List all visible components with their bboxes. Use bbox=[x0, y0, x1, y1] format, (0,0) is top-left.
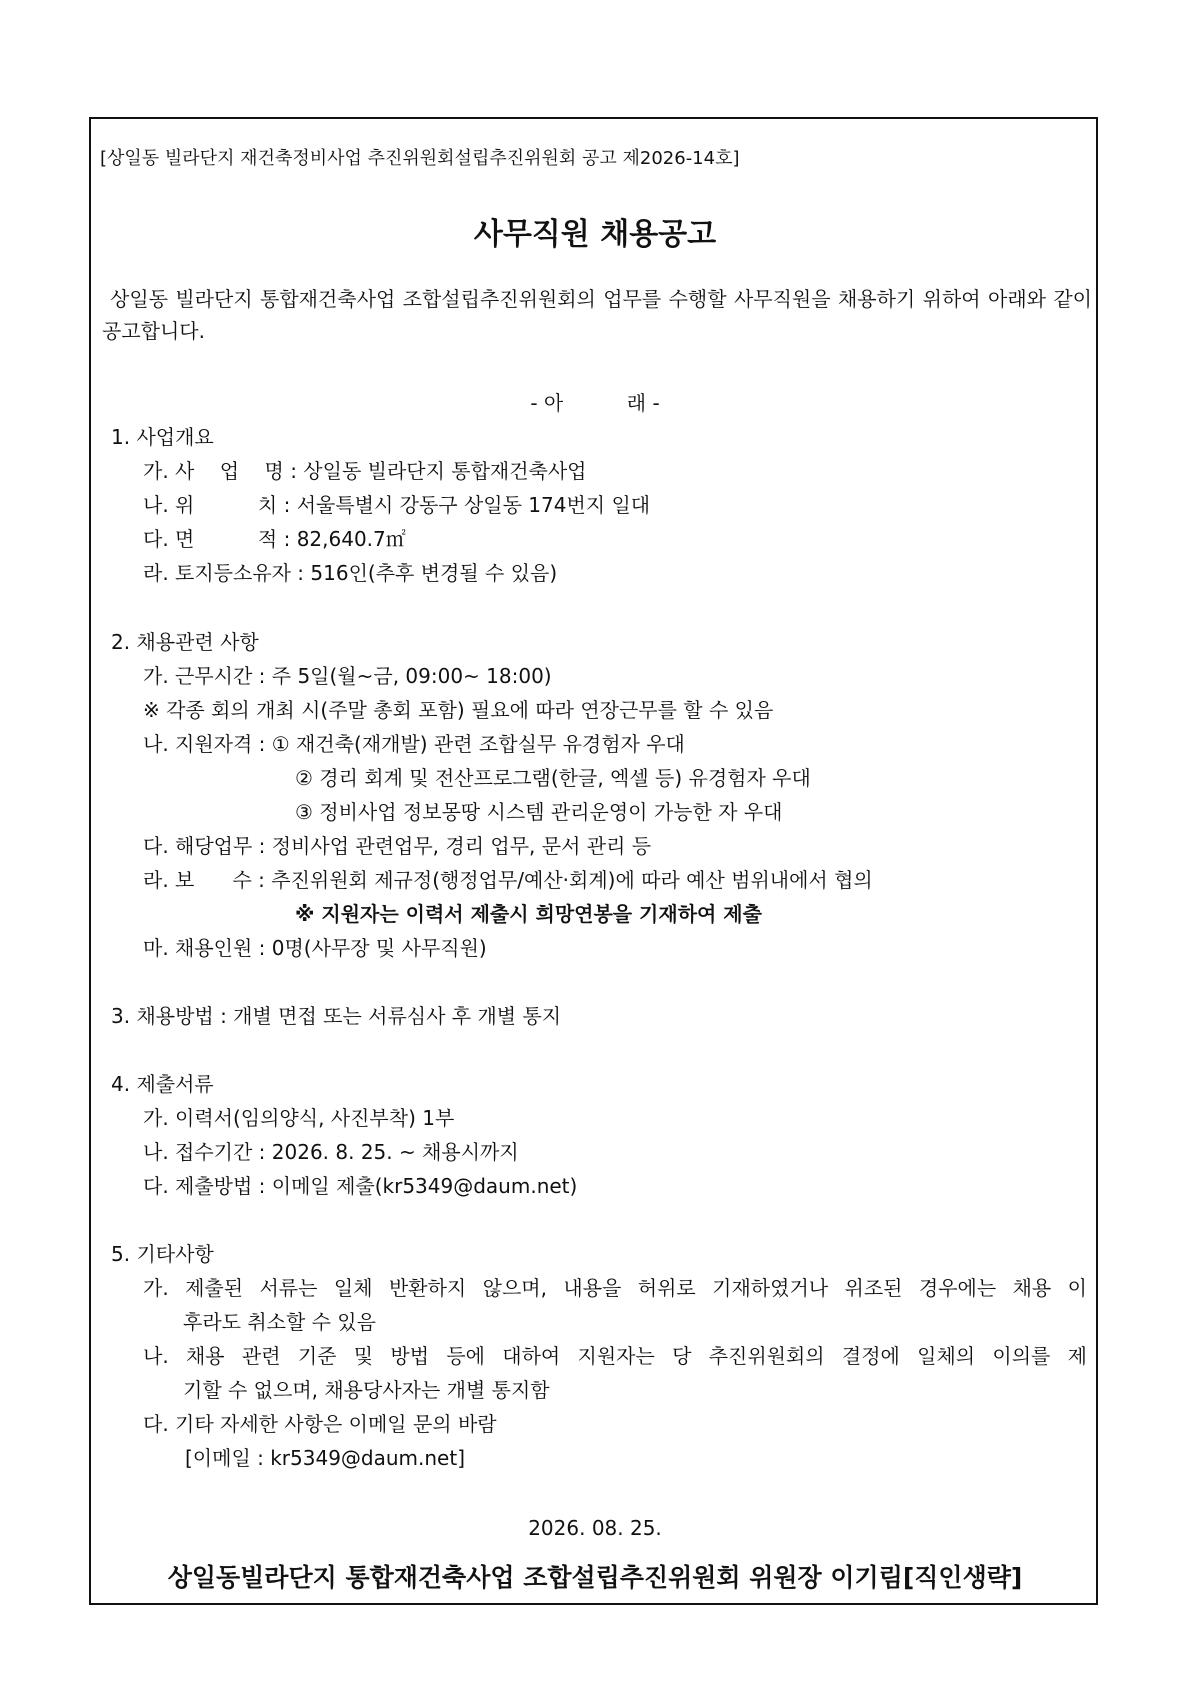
list-item: ③ 정비사업 정보몽땅 시스템 관리운영이 가능한 자 우대 bbox=[295, 800, 783, 824]
list-item: 가. 근무시간 : 주 5일(월~금, 09:00~ 18:00) bbox=[143, 664, 552, 688]
section-heading: 2. 채용관련 사항 bbox=[111, 630, 259, 654]
below-marker: - 아 래 - bbox=[530, 391, 660, 415]
list-item: 나. 위 치 : 서울특별시 강동구 상일동 174번지 일대 bbox=[143, 493, 651, 517]
list-item: 라. 토지등소유자 : 516인(추후 변경될 수 있음) bbox=[143, 561, 558, 585]
notice-date: 2026. 08. 25. bbox=[528, 1516, 662, 1540]
list-item: 마. 채용인원 : 0명(사무장 및 사무직원) bbox=[143, 936, 487, 960]
list-item: 다. 해당업무 : 정비사업 관련업무, 경리 업무, 문서 관리 등 bbox=[143, 834, 652, 858]
list-item: 가. 제출된 서류는 일체 반환하지 않으며, 내용을 허위로 기재하였거나 위조된 경우에는 채용 이 bbox=[143, 1276, 1087, 1300]
notice-reference: [상일동 빌라단지 재건축정비사업 추진위원회설립추진위원회 공고 제2026-14호] bbox=[100, 148, 740, 169]
list-item-continuation: 기할 수 없으며, 채용당사자는 개별 통지함 bbox=[183, 1378, 550, 1402]
list-item: ② 경리 회계 및 전산프로그램(한글, 엑셀 등) 유경험자 우대 bbox=[295, 766, 811, 790]
section-heading: 5. 기타사항 bbox=[111, 1242, 214, 1266]
contact-email: [이메일 : kr5349@daum.net] bbox=[185, 1446, 466, 1470]
list-item: 나. 지원자격 : ① 재건축(재개발) 관련 조합실무 유경험자 우대 bbox=[143, 732, 685, 756]
list-item: 다. 제출방법 : 이메일 제출(kr5349@daum.net) bbox=[143, 1174, 578, 1198]
list-item: 다. 기타 자세한 사항은 이메일 문의 바람 bbox=[143, 1412, 497, 1436]
salary-note: ※ 지원자는 이력서 제출시 희망연봉을 기재하여 제출 bbox=[295, 902, 762, 926]
list-item: 가. 사 업 명 : 상일동 빌라단지 통합재건축사업 bbox=[143, 459, 587, 483]
section-heading: 4. 제출서류 bbox=[111, 1072, 214, 1096]
note-text: ※ 각종 회의 개최 시(주말 총회 포함) 필요에 따라 연장근무를 할 수 있음 bbox=[143, 698, 774, 722]
page-title: 사무직원 채용공고 bbox=[473, 217, 717, 252]
section-heading: 3. 채용방법 : 개별 면접 또는 서류심사 후 개별 통지 bbox=[111, 1004, 562, 1028]
list-item-continuation: 후라도 취소할 수 있음 bbox=[183, 1310, 376, 1334]
list-item: 다. 면 적 : 82,640.7㎡ bbox=[143, 527, 406, 551]
list-item: 나. 접수기간 : 2026. 8. 25. ~ 채용시까지 bbox=[143, 1140, 519, 1164]
list-item: 나. 채용 관련 기준 및 방법 등에 대하여 지원자는 당 추진위원회의 결정에 일체의 이의를 제 bbox=[143, 1344, 1087, 1368]
intro-paragraph: 상일동 빌라단지 통합재건축사업 조합설립추진위원회의 업무를 수행할 사무직원을 채용하기 위하여 아래와 같이 공고합니다. bbox=[102, 287, 1092, 343]
signature-line: 상일동빌라단지 통합재건축사업 조합설립추진위원회 위원장 이기림[직인생략] bbox=[167, 1563, 1023, 1592]
list-item: 가. 이력서(임의양식, 사진부착) 1부 bbox=[143, 1106, 455, 1130]
list-item: 라. 보 수 : 추진위원회 제규정(행정업무/예산·회계)에 따라 예산 범위내에서 협의 bbox=[143, 868, 873, 892]
section-heading: 1. 사업개요 bbox=[111, 425, 214, 449]
